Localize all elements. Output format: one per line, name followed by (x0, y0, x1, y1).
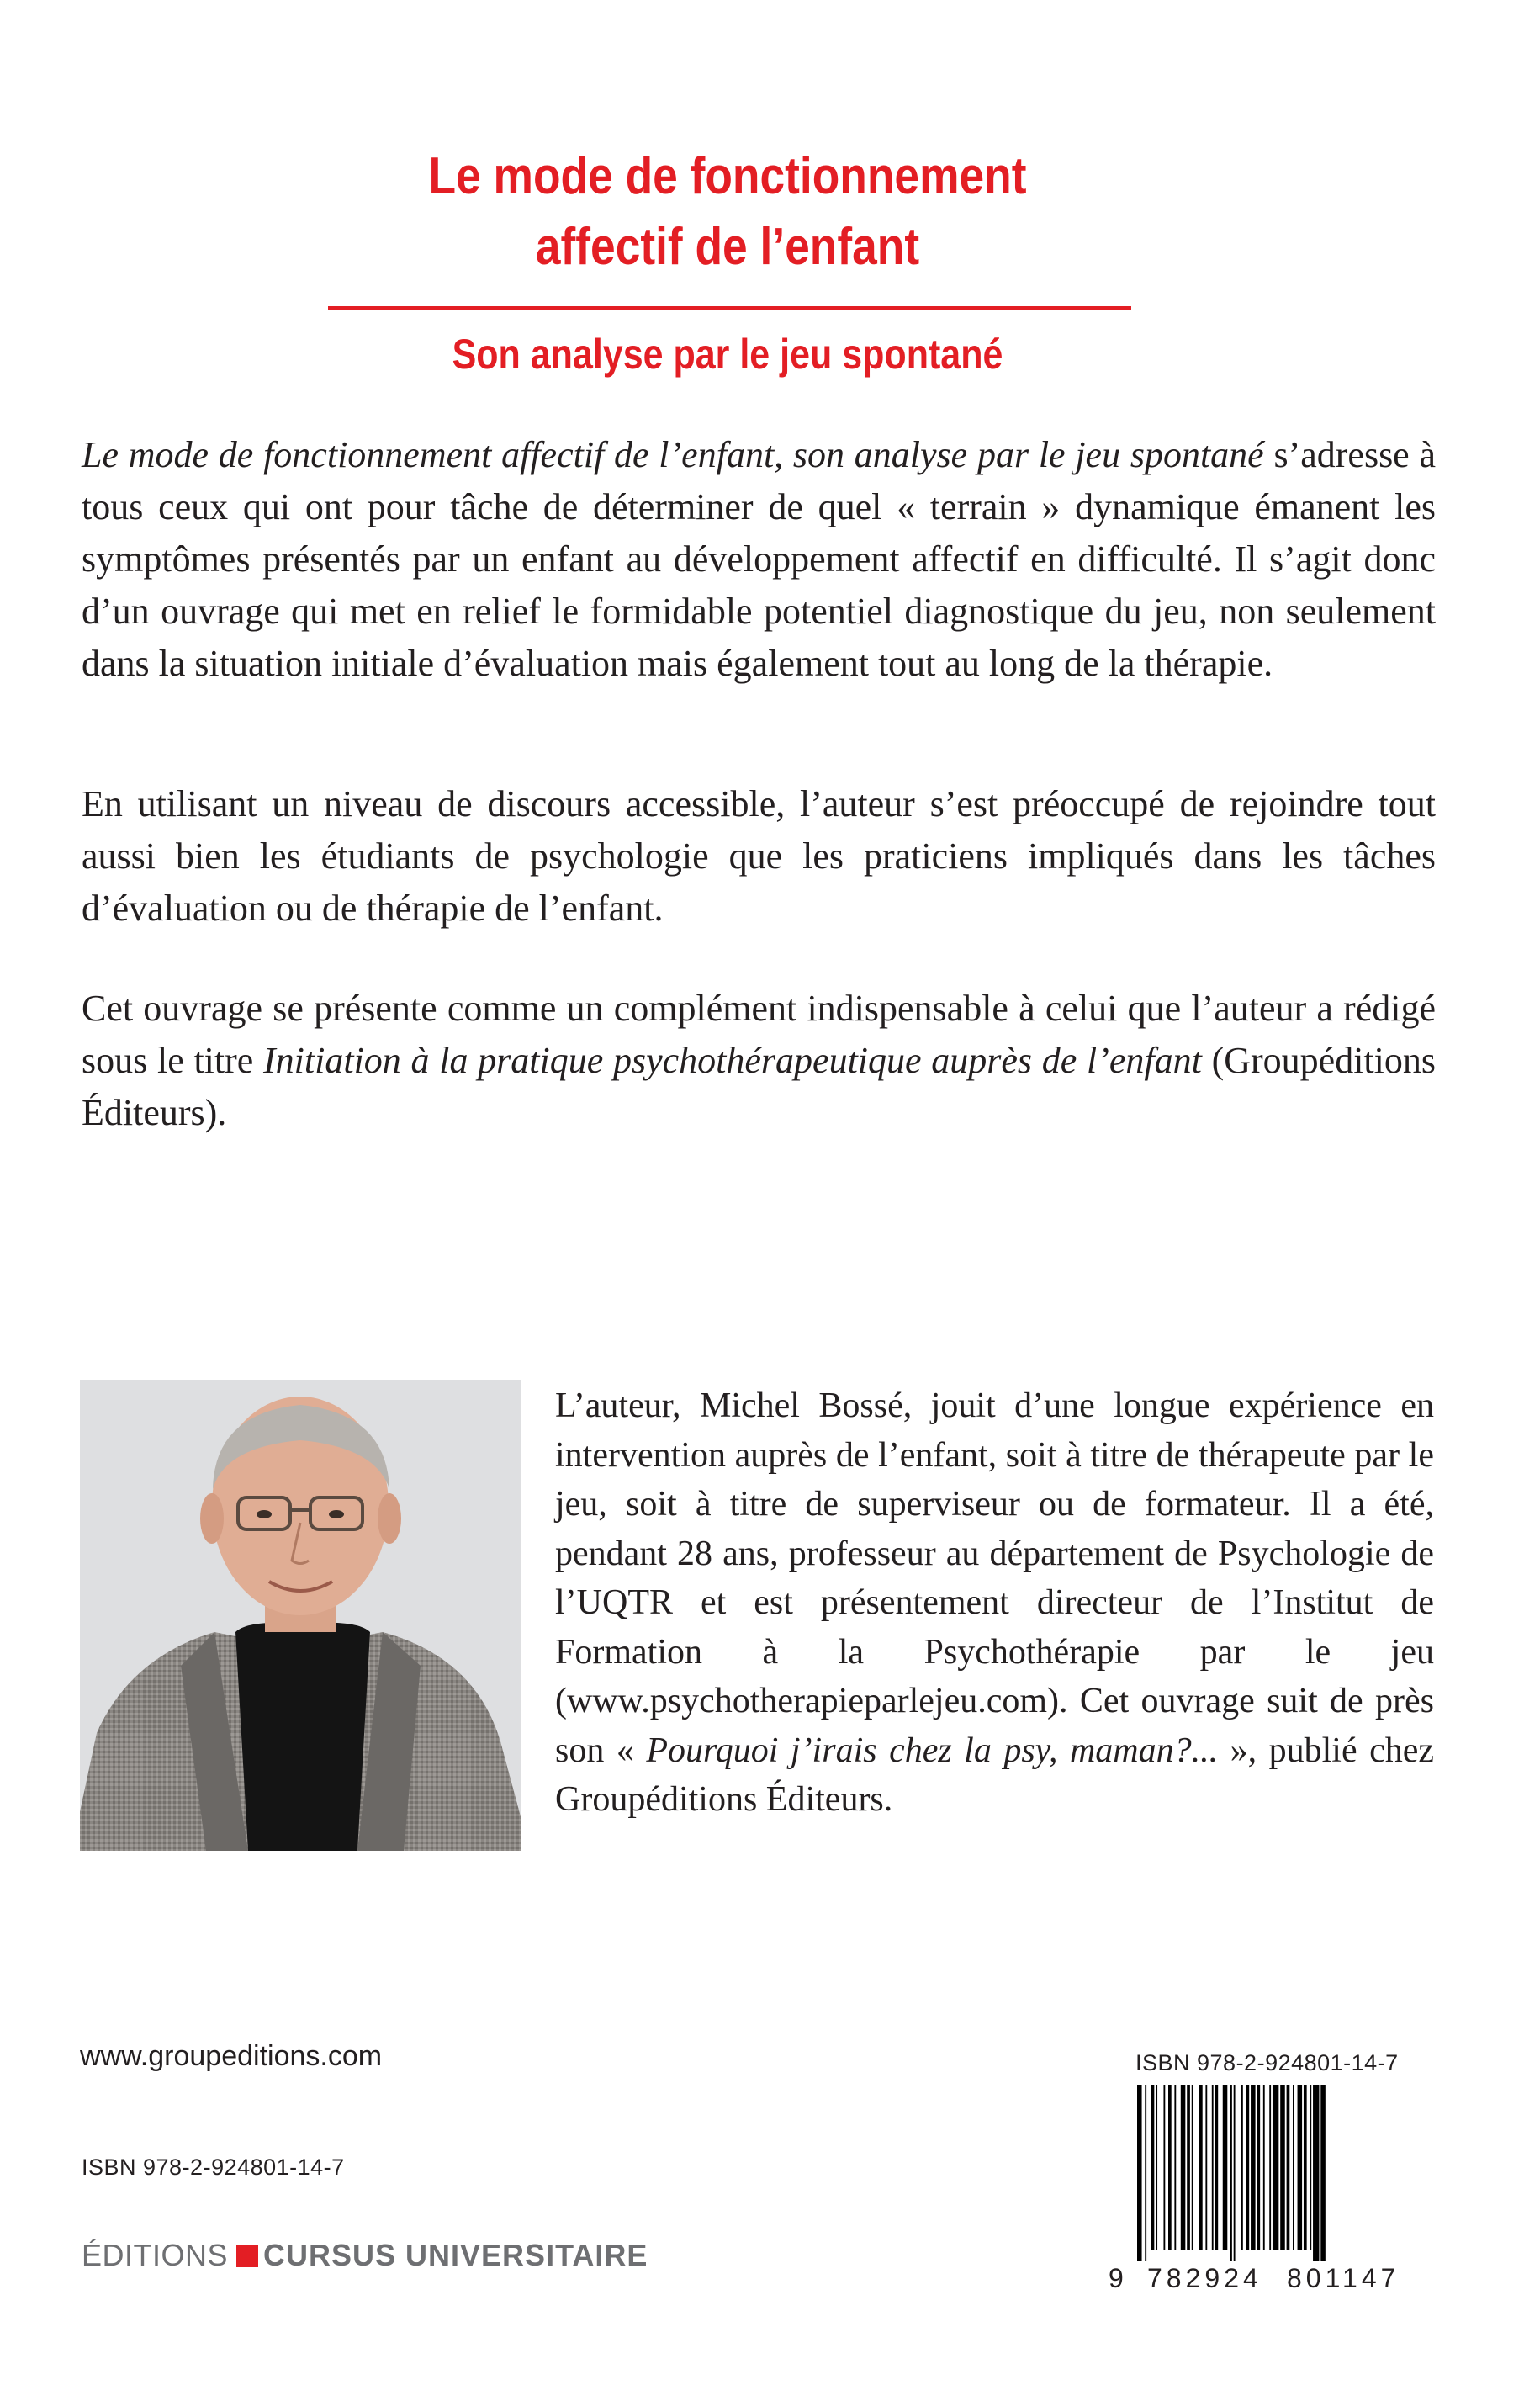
publisher-series-label: CURSUS UNIVERSITAIRE (263, 2238, 648, 2272)
barcode-bar (1263, 2085, 1265, 2250)
barcode-bar (1280, 2085, 1285, 2250)
barcode-bar (1212, 2085, 1214, 2250)
author-bio-text-before: L’auteur, Michel Bossé, jouit d’une longue expérience en intervention auprès de l’enfant, soit à titre de thérapeute par le jeu, soit à titre de superviseur ou de formateur. Il a été, pendant 28 ans, professeur au département de Psychologie de l’UQTR et est présentement directeur de l’Institut de Formation à la Psychothérapie par le jeu (www.psychotherapieparlejeu.com). Cet ouvrage suit de près son « (555, 1386, 1434, 1770)
author-photo (80, 1380, 521, 1851)
isbn-label-right: ISBN 978-2-924801-14-7 (1135, 2050, 1399, 2075)
description-paragraph-3-text-after: (Groupéditions Éditeurs). (82, 1040, 1436, 1133)
author-bio (555, 1381, 1434, 1825)
book-subtitle: Son analyse par le jeu spontané (452, 331, 1003, 378)
barcode-bar (1230, 2085, 1232, 2261)
description-paragraph-3 (82, 983, 1436, 1139)
barcode-bar (1145, 2085, 1146, 2261)
publisher-website: www.groupeditions.com (80, 2040, 383, 2072)
barcode-bar (1257, 2085, 1260, 2250)
barcode-bar (1298, 2085, 1303, 2250)
barcode-bar (1234, 2085, 1236, 2261)
author-bio-italic: Pourquoi j’irais chez la psy, maman?... (646, 1730, 1219, 1770)
description-paragraph-3-italic: Initiation à la pratique psychothérapeutique auprès de l’enfant (263, 1040, 1202, 1081)
barcode-bar (1251, 2085, 1256, 2250)
barcode-bar (1205, 2085, 1207, 2250)
barcode-bar (1174, 2085, 1176, 2250)
barcode-bar (1137, 2085, 1142, 2261)
description-paragraph-2: En utilisant un niveau de discours accessible, l’auteur s’est préoccupé de rejoindre tout aussi bien les étudiants de psychologie que les praticiens impliqués dans les tâches d’évaluation ou de thérapie de l’enfant. (82, 783, 1436, 929)
isbn-label-left: ISBN 978-2-924801-14-7 (82, 2154, 345, 2180)
barcode-bar (1215, 2085, 1219, 2250)
barcode-bar (1199, 2085, 1203, 2250)
barcode-bar (1310, 2085, 1311, 2250)
title-divider (328, 306, 1131, 310)
description-paragraph-1-italic: Le mode de fonctionnement affectif de l’enfant, son analyse par le jeu spontané (82, 434, 1264, 475)
barcode-bar (1163, 2085, 1165, 2250)
publisher-logo (82, 2236, 648, 2275)
barcode-bar (1273, 2085, 1278, 2250)
description-paragraph-1-text: s’adresse à tous ceux qui ont pour tâche de déterminer de quel « terrain » dynamique émanent les symptômes présentés par un enfant au développement affectif en difficulté. Il s’agit donc d’un ouvrage qui met en relief le formidable potentiel diagnostique du jeu, non seulement dans la situation initiale d’évaluation mais également tout au long de la thérapie. (82, 434, 1436, 684)
barcode-digits-left-group: 782924 (1147, 2263, 1262, 2293)
barcode-digits-right-group: 801147 (1287, 2263, 1400, 2293)
barcode-bar (1287, 2085, 1290, 2250)
barcode-bar (1168, 2085, 1172, 2250)
barcode-bar (1313, 2085, 1319, 2261)
barcode-bar (1304, 2085, 1307, 2250)
barcode-bar (1151, 2085, 1155, 2250)
barcode-bar (1181, 2085, 1186, 2250)
barcode-digit-first: 9 (1109, 2263, 1124, 2293)
barcode-bar (1192, 2085, 1193, 2250)
barcode-bar (1241, 2085, 1243, 2250)
description-paragraph-1 (82, 429, 1436, 690)
barcode-bar (1156, 2085, 1157, 2250)
barcode-bars-icon (1135, 2085, 1434, 2261)
barcode-bar (1246, 2085, 1250, 2250)
book-title-line-2: affectif de l’enfant (535, 218, 920, 276)
barcode-bar (1293, 2085, 1294, 2250)
book-title (377, 141, 1078, 283)
barcode-bar (1187, 2085, 1190, 2250)
barcode-bar (1223, 2085, 1228, 2250)
description-paragraph-3-text-before: Cet ouvrage se présente comme un complément indispensable à celui que l’auteur a rédigé sous le titre (82, 988, 1436, 1081)
publisher-editions-label: ÉDITIONS (82, 2238, 229, 2272)
barcode (1135, 2085, 1434, 2261)
author-bio-text-after: », publié chez Groupéditions Éditeurs. (555, 1730, 1434, 1819)
barcode-bar (1320, 2085, 1326, 2261)
book-title-line-1: Le mode de fonctionnement (428, 147, 1027, 205)
red-square-icon (236, 2245, 258, 2267)
author-portrait-illustration (80, 1380, 521, 1851)
barcode-bar (1269, 2085, 1271, 2250)
